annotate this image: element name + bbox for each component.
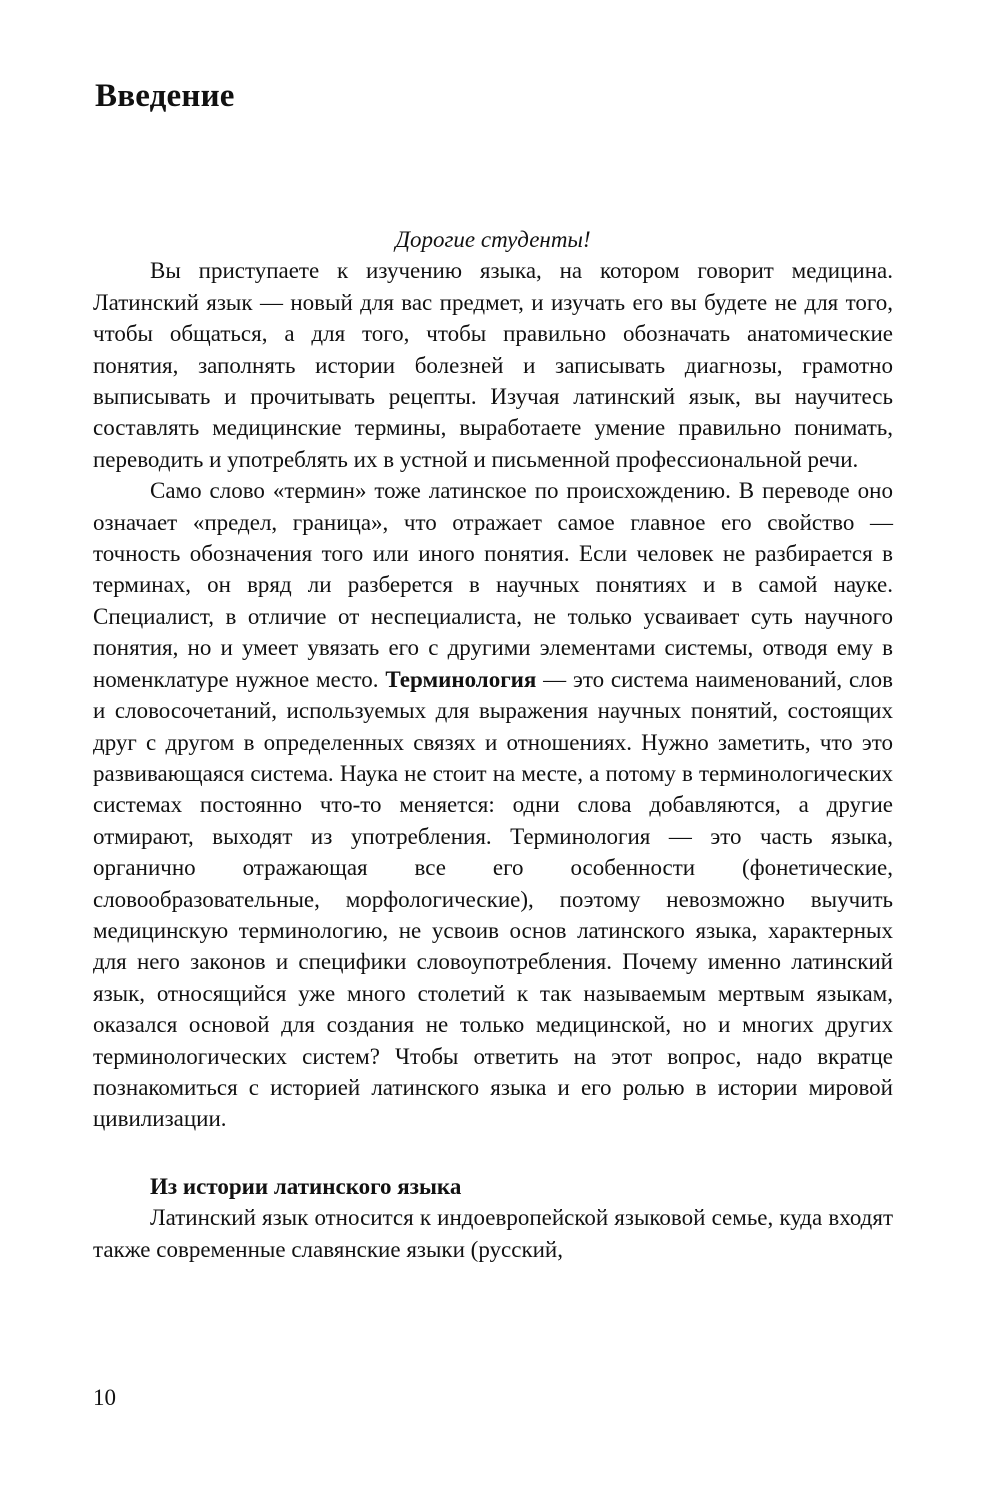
- page-number: 10: [93, 1385, 116, 1410]
- section-paragraph-1: Латинский язык относится к индоевропейской языковой семье, куда входят также современные славянские языки (русский,: [93, 1205, 893, 1262]
- intro-paragraph-1: Вы приступаете к изучению языка, на котором говорит медицина. Латинский язык — новый для вас предмет, и изучать его вы будете не для того, чтобы общаться, а для того, чтобы правильно обозначать анатомические понятия, заполнять истории болезней и записывать диагнозы, грамотно выписывать и прочитывать рецепты. Изучая латинский язык, вы научитесь составлять медицинские термины, выработаете умение правильно понимать, переводить и употреблять их в устной и письменной профессиональной речи.: [93, 258, 893, 472]
- greeting: Дорогие студенты!: [395, 227, 591, 252]
- section-heading: Из истории латинского языка: [150, 1173, 462, 1199]
- body-text: [93, 224, 893, 1265]
- chapter-title: Введение: [95, 78, 235, 114]
- paragraph-2-rest: — это система наименований, слов и словосочетаний, используемых для выражения научных понятий, состоящих друг с другом в определенных связях и отношениях. Нужно заметить, что это развивающаяся система. Наука не стоит на месте, а потому в терминологических системах постоянно что-то меняется: одни слова добавляются, а другие отмирают, выходят из употребления. Терминология — это часть языка, органично отражающая все его особенности (фонетические, словообразовательные, морфологические), поэтому невозможно выучить медицинскую терминологию, не усвоив основ латинского языка, характерных для него законов и специфики словоупотребления. Почему именно латинский язык, относящийся уже много столетий к так называемым мертвым языкам, оказался основой для создания не только медицинской, но и многих других терминологических систем? Чтобы ответить на этот вопрос, надо вкратце познакомиться с историей латинского языка и его ролью в истории мировой цивилизации.: [93, 666, 893, 1132]
- term-terminology: Терминология: [385, 666, 537, 692]
- intro-paragraph-2: [93, 475, 893, 1135]
- paragraph-2-lead: Само слово «термин» тоже латинское по происхождению. В переводе оно означает «предел, граница», что отражает самое главное его свойство — точность обозначения того или иного понятия. Если человек не разбирается в терминах, он вряд ли разберется в научных понятиях и в самой науке. Специалист, в отличие от неспециалиста, не только усваивает суть научного понятия, но и умеет увязать его с другими элементами системы, отводя ему в номенклатуре нужное место.: [93, 478, 893, 692]
